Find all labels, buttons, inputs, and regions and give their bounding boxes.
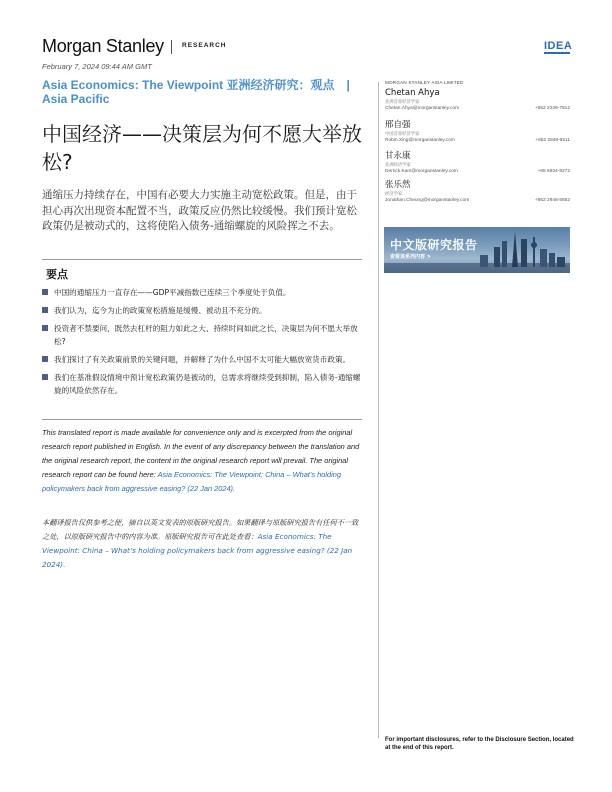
analyst-phone: +852 2239-7812 [534, 106, 570, 111]
banner-link[interactable]: 查看该系列内容 > [390, 254, 431, 260]
summary-paragraph: 通缩压力持续存在，中国有必要大力实施主动宽松政策。但是，由于担心再次出现资本配置不当，政策反应仍然比较缓慢。我们预计宽松政策仍是被动式的，这将使陷入债务-通缩螺旋的风险挥之不去。 [42, 189, 357, 232]
research-label: RESEARCH [182, 42, 227, 49]
section-divider [42, 259, 362, 260]
analyst-card [385, 120, 570, 146]
analyst-role: 经济学家 [385, 192, 403, 197]
key-point-item [42, 286, 364, 299]
analyst-card [385, 180, 570, 206]
analyst-email[interactable]: Jonathan.Cheung@morganstanley.com [385, 198, 470, 203]
analyst-role: 亚洲首席经济学家 [385, 100, 420, 105]
key-point-text: 投资者不禁要问，既然去杠杆的阻力如此之大、持续时间如此之长，决策层为何不愿大举放松? [54, 324, 358, 346]
series-title: Asia Economics: The Viewpoint 亚洲经济研究：观点 | Asia Pacific [42, 78, 366, 106]
key-point-item [42, 304, 364, 317]
key-point-text: 我们探讨了有关政策前景的关键问题，并解释了为什么中国不太可能大幅放宽货币政策。 [54, 355, 351, 364]
key-points-list [42, 286, 364, 402]
bullet-square-icon [42, 325, 48, 331]
morgan-stanley-logo: Morgan Stanley [42, 36, 164, 56]
key-point-text: 我们认为，迄今为止的政策宽松措施是缓慢、被动且不充分的。 [54, 306, 267, 315]
translation-disclaimer-en [42, 426, 362, 496]
disclaimer-cn-text: 本翻译报告仅供参考之便，摘自以英文发表的原版研究报告。如果翻译与原版研究报告有任何不一致之处，以原版研究报告中的内容为准。原版研究报告可在此处查看： [42, 518, 359, 541]
analyst-role: 中国首席经济学家 [385, 132, 420, 137]
key-point-item [42, 371, 364, 397]
analyst-name: 邢自强 [385, 120, 411, 130]
analyst-name: 甘永康 [385, 151, 411, 161]
sidebar-divider [378, 82, 379, 738]
section-divider [42, 419, 362, 420]
bullet-square-icon [42, 307, 48, 313]
bullet-square-icon [42, 356, 48, 362]
analyst-role: 亚洲经济学家 [385, 163, 411, 168]
key-point-text: 我们在基准假设情境中预计宽松政策仍是被动的，总需求将继续受到抑制，陷入债务-通缩螺旋的风险依然存在。 [54, 373, 361, 395]
analyst-phone: +852 2848-6511 [535, 138, 570, 143]
analyst-card [385, 88, 570, 114]
analyst-email[interactable]: Chetan.Ahya@morganstanley.com [385, 106, 460, 111]
analyst-card [385, 151, 570, 177]
key-points-heading: 要点 [46, 268, 68, 281]
banner-title: 中文版研究报告 [390, 238, 478, 252]
org-name: MORGAN STANLEY ASIA LIMITED [385, 80, 464, 85]
analyst-name: Chetan Ahya [385, 88, 440, 98]
page-title: 中国经济——决策层为何不愿大举放松? [42, 122, 362, 174]
analyst-email[interactable]: Derrick.Kam@morganstanley.com [385, 169, 458, 174]
publish-date: February 7, 2024 09:44 AM GMT [42, 62, 152, 71]
analyst-email[interactable]: Robin.Xing@morganstanley.com [385, 138, 455, 143]
original-report-link-en[interactable]: Asia Economics: The Viewpoint: China – What’s holding policymakers back from aggressive easing? (22 Jan 2024). [42, 470, 341, 493]
disclaimer-en-text: This translated report is made available for convenience only and is excerpted from the original research report published in English. In the event of any discrepancy between the translation and the original research report, the content in the original research report will prevail. The original research report can be found here: [42, 428, 360, 479]
chinese-reports-banner[interactable] [384, 227, 570, 273]
analyst-phone: +852 2848-5652 [534, 198, 570, 203]
original-report-link-cn[interactable]: Asia Economics: The Viewpoint: China – What’s holding policymakers back from aggressive easing? (22 Jan 2024). [42, 532, 353, 569]
bullet-square-icon [42, 374, 48, 380]
translation-disclaimer-cn [42, 516, 362, 572]
key-point-item [42, 353, 364, 366]
analyst-name: 张乐然 [385, 180, 411, 190]
logo-divider [171, 40, 172, 54]
key-point-text: 中国的通缩压力一直存在——GDP平减指数已连续三个季度处于负值。 [54, 288, 291, 297]
bullet-square-icon [42, 289, 48, 295]
idea-badge: IDEA [544, 40, 573, 52]
disclosure-note: For important disclosures, refer to the Disclosure Section, located at the end of this report. [385, 737, 574, 751]
analyst-phone: +65 6834-8272 [537, 169, 570, 174]
key-point-item [42, 322, 364, 348]
idea-underline [544, 52, 570, 54]
